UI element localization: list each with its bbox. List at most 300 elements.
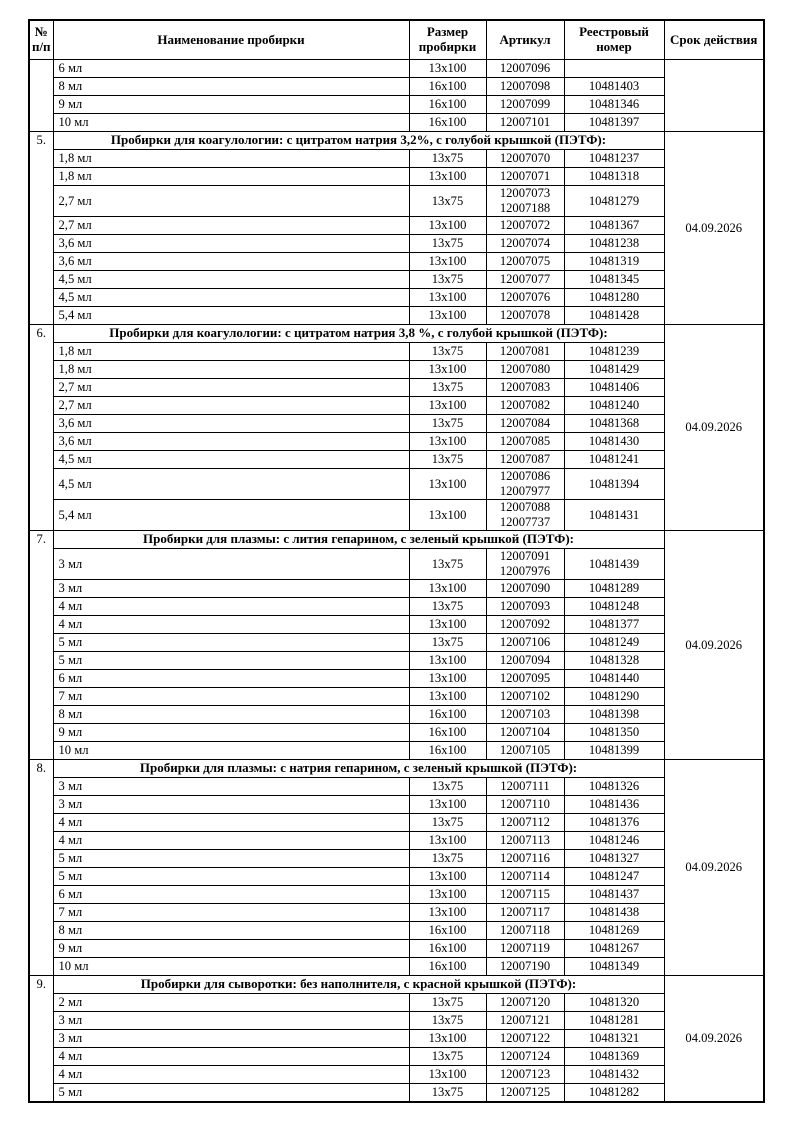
row-article — [486, 379, 564, 397]
article-number: 12007190 — [499, 959, 551, 973]
row-article — [486, 778, 564, 796]
article-number: 12007125 — [499, 1085, 551, 1099]
row-size: 16x100 — [409, 78, 486, 96]
row-registry: 10481327 — [564, 850, 664, 868]
row-registry: 10481429 — [564, 361, 664, 379]
row-article — [486, 186, 564, 217]
table-row — [29, 814, 764, 832]
table-row — [29, 796, 764, 814]
table-row — [29, 397, 764, 415]
row-registry: 10481289 — [564, 580, 664, 598]
validity-date — [664, 60, 764, 132]
row-size: 13x75 — [409, 186, 486, 217]
row-article — [486, 114, 564, 132]
article-number: 12007122 — [499, 1031, 551, 1045]
row-article — [486, 670, 564, 688]
row-name: 5 мл — [53, 1084, 409, 1103]
row-size: 13x100 — [409, 397, 486, 415]
article-number: 12007115 — [500, 887, 550, 901]
row-article — [486, 1084, 564, 1103]
row-size: 13x100 — [409, 307, 486, 325]
row-article — [486, 253, 564, 271]
row-registry: 10481247 — [564, 868, 664, 886]
row-article — [486, 958, 564, 976]
column-header-registry: Реестровый номер — [564, 20, 664, 60]
row-registry: 10481438 — [564, 904, 664, 922]
row-size: 13x100 — [409, 688, 486, 706]
row-size: 16x100 — [409, 958, 486, 976]
article-number: 12007086 — [499, 469, 551, 483]
column-header-number: № п/п — [29, 20, 53, 60]
article-number: 12007082 — [499, 398, 551, 412]
article-number: 12007104 — [499, 725, 551, 739]
section-header-row — [29, 760, 764, 778]
row-registry: 10481397 — [564, 114, 664, 132]
article-number: 12007088 — [499, 500, 551, 514]
table-row — [29, 433, 764, 451]
section-number: 7. — [29, 531, 53, 760]
article-number: 12007117 — [500, 905, 550, 919]
table-row — [29, 940, 764, 958]
row-article — [486, 742, 564, 760]
row-size: 13x75 — [409, 379, 486, 397]
article-number: 12007081 — [499, 344, 551, 358]
section-number: 9. — [29, 976, 53, 1103]
row-name: 2 мл — [53, 994, 409, 1012]
row-size: 16x100 — [409, 114, 486, 132]
row-registry: 10481249 — [564, 634, 664, 652]
table-row — [29, 469, 764, 500]
row-registry: 10481328 — [564, 652, 664, 670]
row-size: 16x100 — [409, 724, 486, 742]
row-article — [486, 1012, 564, 1030]
row-article — [486, 886, 564, 904]
article-number: 12007121 — [499, 1013, 551, 1027]
row-size: 13x75 — [409, 778, 486, 796]
row-name: 2,7 мл — [53, 217, 409, 235]
row-size: 13x100 — [409, 217, 486, 235]
row-article — [486, 361, 564, 379]
table-row — [29, 724, 764, 742]
table-row — [29, 253, 764, 271]
row-name: 4 мл — [53, 832, 409, 850]
row-registry: 10481369 — [564, 1048, 664, 1066]
row-size: 13x100 — [409, 796, 486, 814]
row-size: 13x100 — [409, 616, 486, 634]
table-row — [29, 235, 764, 253]
header-row — [29, 20, 764, 60]
row-name: 5,4 мл — [53, 307, 409, 325]
row-article — [486, 940, 564, 958]
section-title: Пробирки для сыворотки: без наполнителя, с красной крышкой (ПЭТФ): — [53, 976, 664, 994]
row-name: 7 мл — [53, 688, 409, 706]
row-article — [486, 1066, 564, 1084]
row-registry — [564, 60, 664, 78]
row-registry: 10481350 — [564, 724, 664, 742]
row-registry: 10481326 — [564, 778, 664, 796]
table-row — [29, 994, 764, 1012]
row-size: 13x75 — [409, 451, 486, 469]
row-article — [486, 150, 564, 168]
section-number: 6. — [29, 325, 53, 531]
article-number: 12007076 — [499, 290, 551, 304]
row-size: 13x100 — [409, 289, 486, 307]
row-name: 9 мл — [53, 724, 409, 742]
row-size: 13x75 — [409, 343, 486, 361]
article-number: 12007101 — [499, 115, 551, 129]
section-number — [29, 60, 53, 132]
article-number: 12007080 — [499, 362, 551, 376]
row-article — [486, 307, 564, 325]
table-row — [29, 271, 764, 289]
article-number: 12007099 — [499, 97, 551, 111]
table-row — [29, 688, 764, 706]
section-title: Пробирки для коагулологии: с цитратом натрия 3,2%, с голубой крышкой (ПЭТФ): — [53, 132, 664, 150]
table-row — [29, 168, 764, 186]
row-size: 16x100 — [409, 742, 486, 760]
article-number: 12007083 — [499, 380, 551, 394]
table-row — [29, 114, 764, 132]
validity-date: 04.09.2026 — [664, 531, 764, 760]
article-number: 12007103 — [499, 707, 551, 721]
column-header-article: Артикул — [486, 20, 564, 60]
article-number: 12007091 — [499, 549, 551, 563]
row-article — [486, 217, 564, 235]
row-registry: 10481248 — [564, 598, 664, 616]
row-size: 13x100 — [409, 886, 486, 904]
article-number: 12007090 — [499, 581, 551, 595]
section-number: 5. — [29, 132, 53, 325]
article-number: 12007112 — [500, 815, 550, 829]
row-registry: 10481267 — [564, 940, 664, 958]
row-size: 13x75 — [409, 598, 486, 616]
row-name: 6 мл — [53, 886, 409, 904]
row-registry: 10481436 — [564, 796, 664, 814]
row-name: 3 мл — [53, 549, 409, 580]
row-article — [486, 469, 564, 500]
row-registry: 10481320 — [564, 994, 664, 1012]
row-name: 1,8 мл — [53, 343, 409, 361]
row-registry: 10481367 — [564, 217, 664, 235]
row-registry: 10481237 — [564, 150, 664, 168]
table-row — [29, 634, 764, 652]
row-registry: 10481279 — [564, 186, 664, 217]
row-registry: 10481403 — [564, 78, 664, 96]
row-article — [486, 688, 564, 706]
row-article — [486, 832, 564, 850]
row-registry: 10481345 — [564, 271, 664, 289]
row-name: 4 мл — [53, 814, 409, 832]
row-size: 13x75 — [409, 271, 486, 289]
row-size: 13x75 — [409, 1084, 486, 1103]
row-name: 6 мл — [53, 60, 409, 78]
row-size: 13x75 — [409, 415, 486, 433]
row-registry: 10481282 — [564, 1084, 664, 1103]
row-article — [486, 994, 564, 1012]
row-size: 13x75 — [409, 634, 486, 652]
table-row — [29, 289, 764, 307]
section-header-row — [29, 976, 764, 994]
row-size: 13x100 — [409, 361, 486, 379]
row-name: 3 мл — [53, 1012, 409, 1030]
row-registry: 10481440 — [564, 670, 664, 688]
table-row — [29, 217, 764, 235]
row-name: 1,8 мл — [53, 150, 409, 168]
table-row — [29, 361, 764, 379]
row-name: 4,5 мл — [53, 289, 409, 307]
table-row — [29, 60, 764, 78]
article-number: 12007073 — [499, 186, 551, 200]
section-title: Пробирки для плазмы: с натрия гепарином, с зеленый крышкой (ПЭТФ): — [53, 760, 664, 778]
row-article — [486, 1048, 564, 1066]
table-row — [29, 886, 764, 904]
row-article — [486, 60, 564, 78]
article-number: 12007077 — [499, 272, 551, 286]
row-article — [486, 168, 564, 186]
section-header-row — [29, 531, 764, 549]
row-size: 16x100 — [409, 706, 486, 724]
row-article — [486, 289, 564, 307]
row-registry: 10481428 — [564, 307, 664, 325]
article-number: 12007092 — [499, 617, 551, 631]
article-number: 12007074 — [499, 236, 551, 250]
row-size: 13x75 — [409, 549, 486, 580]
row-registry: 10481321 — [564, 1030, 664, 1048]
row-registry: 10481398 — [564, 706, 664, 724]
row-article — [486, 549, 564, 580]
table-row — [29, 616, 764, 634]
row-article — [486, 500, 564, 531]
table-row — [29, 850, 764, 868]
row-article — [486, 724, 564, 742]
row-name: 5 мл — [53, 652, 409, 670]
row-registry: 10481432 — [564, 1066, 664, 1084]
row-size: 13x100 — [409, 500, 486, 531]
row-size: 13x75 — [409, 994, 486, 1012]
row-name: 4 мл — [53, 1048, 409, 1066]
table-row — [29, 415, 764, 433]
row-name: 4,5 мл — [53, 271, 409, 289]
row-name: 3,6 мл — [53, 415, 409, 433]
table-row — [29, 580, 764, 598]
table-row — [29, 670, 764, 688]
row-name: 9 мл — [53, 96, 409, 114]
row-size: 13x100 — [409, 904, 486, 922]
table-row — [29, 451, 764, 469]
row-article — [486, 922, 564, 940]
row-name: 3 мл — [53, 1030, 409, 1048]
article-number: 12007119 — [500, 941, 550, 955]
row-article — [486, 850, 564, 868]
table-row — [29, 78, 764, 96]
article-number: 12007105 — [499, 743, 551, 757]
row-size: 13x100 — [409, 652, 486, 670]
article-number: 12007110 — [500, 797, 550, 811]
row-article — [486, 78, 564, 96]
row-name: 3 мл — [53, 796, 409, 814]
row-name: 4,5 мл — [53, 469, 409, 500]
row-size: 13x100 — [409, 670, 486, 688]
row-size: 13x100 — [409, 433, 486, 451]
row-name: 3 мл — [53, 580, 409, 598]
article-number: 12007093 — [499, 599, 551, 613]
article-number: 12007116 — [500, 851, 550, 865]
row-article — [486, 451, 564, 469]
row-size: 16x100 — [409, 922, 486, 940]
row-registry: 10481377 — [564, 616, 664, 634]
table-row — [29, 343, 764, 361]
row-name: 4,5 мл — [53, 451, 409, 469]
tube-table-body — [29, 60, 764, 1103]
row-registry: 10481437 — [564, 886, 664, 904]
article-number: 12007737 — [499, 515, 551, 529]
article-number: 12007070 — [499, 151, 551, 165]
row-registry: 10481376 — [564, 814, 664, 832]
row-size: 13x75 — [409, 1012, 486, 1030]
row-article — [486, 235, 564, 253]
article-number: 12007106 — [499, 635, 551, 649]
article-number: 12007123 — [499, 1067, 551, 1081]
row-size: 13x100 — [409, 1030, 486, 1048]
table-row — [29, 307, 764, 325]
table-row — [29, 1084, 764, 1103]
row-size: 13x100 — [409, 1066, 486, 1084]
article-number: 12007118 — [500, 923, 550, 937]
section-header-row — [29, 132, 764, 150]
row-name: 8 мл — [53, 78, 409, 96]
table-row — [29, 652, 764, 670]
article-number: 12007111 — [500, 779, 550, 793]
row-registry: 10481431 — [564, 500, 664, 531]
section-title: Пробирки для коагулологии: с цитратом натрия 3,8 %, с голубой крышкой (ПЭТФ): — [53, 325, 664, 343]
table-row — [29, 500, 764, 531]
row-name: 1,8 мл — [53, 168, 409, 186]
row-article — [486, 433, 564, 451]
table-row — [29, 1066, 764, 1084]
row-registry: 10481399 — [564, 742, 664, 760]
row-name: 9 мл — [53, 940, 409, 958]
article-number: 12007071 — [499, 169, 551, 183]
table-row — [29, 742, 764, 760]
row-registry: 10481269 — [564, 922, 664, 940]
row-registry: 10481241 — [564, 451, 664, 469]
table-row — [29, 778, 764, 796]
article-number: 12007072 — [499, 218, 551, 232]
row-article — [486, 652, 564, 670]
row-size: 13x100 — [409, 580, 486, 598]
row-name: 3,6 мл — [53, 235, 409, 253]
row-article — [486, 343, 564, 361]
row-article — [486, 96, 564, 114]
row-name: 10 мл — [53, 958, 409, 976]
row-size: 13x100 — [409, 469, 486, 500]
row-registry: 10481346 — [564, 96, 664, 114]
row-name: 5 мл — [53, 868, 409, 886]
row-article — [486, 706, 564, 724]
row-size: 13x100 — [409, 832, 486, 850]
row-size: 13x75 — [409, 814, 486, 832]
row-name: 2,7 мл — [53, 397, 409, 415]
article-number: 12007075 — [499, 254, 551, 268]
row-registry: 10481406 — [564, 379, 664, 397]
row-article — [486, 796, 564, 814]
row-article — [486, 904, 564, 922]
article-number: 12007095 — [499, 671, 551, 685]
column-header-name: Наименование пробирки — [53, 20, 409, 60]
table-row — [29, 379, 764, 397]
row-size: 13x100 — [409, 168, 486, 186]
row-name: 5,4 мл — [53, 500, 409, 531]
article-number: 12007188 — [499, 201, 551, 215]
row-size: 13x75 — [409, 850, 486, 868]
row-name: 4 мл — [53, 1066, 409, 1084]
row-name: 3,6 мл — [53, 433, 409, 451]
section-title: Пробирки для плазмы: с лития гепарином, с зеленый крышкой (ПЭТФ): — [53, 531, 664, 549]
row-registry: 10481246 — [564, 832, 664, 850]
row-registry: 10481319 — [564, 253, 664, 271]
article-number: 12007085 — [499, 434, 551, 448]
validity-date: 04.09.2026 — [664, 132, 764, 325]
row-name: 8 мл — [53, 706, 409, 724]
row-size: 16x100 — [409, 96, 486, 114]
row-size: 13x100 — [409, 60, 486, 78]
row-size: 16x100 — [409, 940, 486, 958]
table-row — [29, 598, 764, 616]
article-number: 12007078 — [499, 308, 551, 322]
table-row — [29, 1012, 764, 1030]
table-row — [29, 868, 764, 886]
row-registry: 10481238 — [564, 235, 664, 253]
row-size: 13x100 — [409, 253, 486, 271]
section-number: 8. — [29, 760, 53, 976]
row-name: 4 мл — [53, 616, 409, 634]
table-row — [29, 549, 764, 580]
row-size: 13x75 — [409, 150, 486, 168]
row-name: 1,8 мл — [53, 361, 409, 379]
section-header-row — [29, 325, 764, 343]
row-name: 10 мл — [53, 742, 409, 760]
table-row — [29, 958, 764, 976]
row-article — [486, 1030, 564, 1048]
row-name: 2,7 мл — [53, 186, 409, 217]
row-registry: 10481281 — [564, 1012, 664, 1030]
row-article — [486, 580, 564, 598]
row-article — [486, 616, 564, 634]
column-header-validity: Срок действия — [664, 20, 764, 60]
article-number: 12007096 — [499, 61, 551, 75]
article-number: 12007098 — [499, 79, 551, 93]
table-row — [29, 706, 764, 724]
row-name: 2,7 мл — [53, 379, 409, 397]
row-article — [486, 868, 564, 886]
row-registry: 10481239 — [564, 343, 664, 361]
table-row — [29, 96, 764, 114]
row-registry: 10481439 — [564, 549, 664, 580]
article-number: 12007084 — [499, 416, 551, 430]
row-size: 13x75 — [409, 1048, 486, 1066]
column-header-size: Размер пробирки — [409, 20, 486, 60]
row-name: 4 мл — [53, 598, 409, 616]
article-number: 12007120 — [499, 995, 551, 1009]
row-article — [486, 271, 564, 289]
article-number: 12007113 — [500, 833, 550, 847]
table-row — [29, 186, 764, 217]
table-row — [29, 1030, 764, 1048]
row-registry: 10481349 — [564, 958, 664, 976]
row-registry: 10481280 — [564, 289, 664, 307]
row-article — [486, 397, 564, 415]
validity-date: 04.09.2026 — [664, 976, 764, 1103]
